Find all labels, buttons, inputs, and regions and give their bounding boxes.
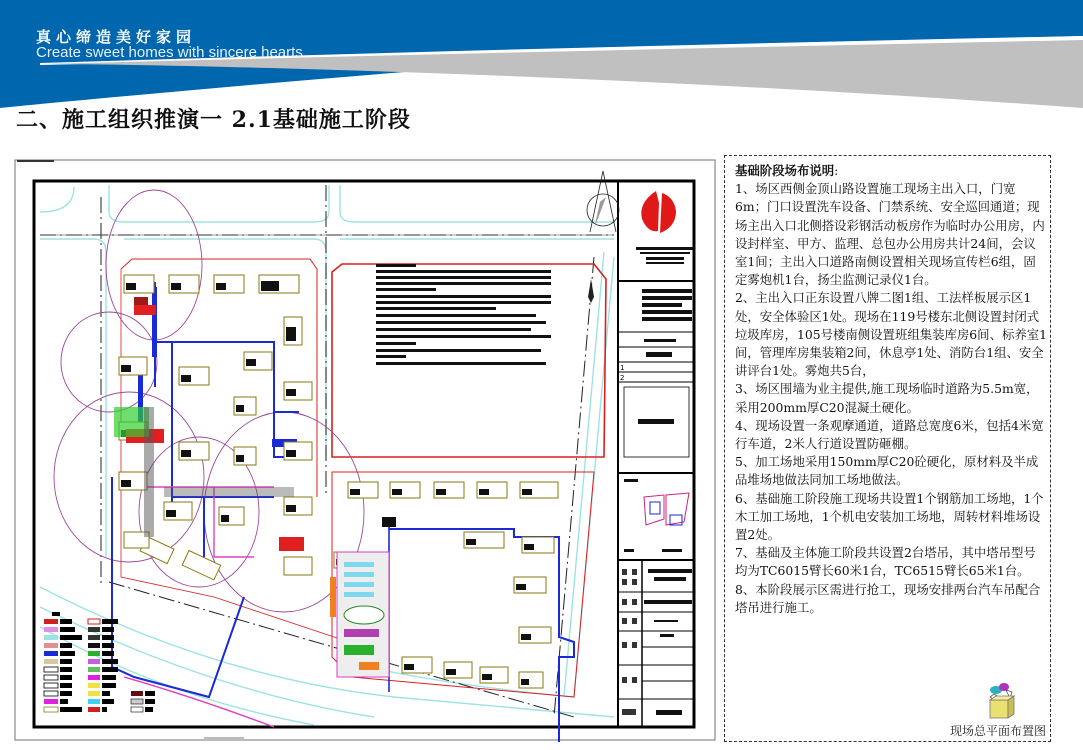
note-item-1: 1、场区西侧金顶山路设置施工现场主出入口，门宽6m；门口设置洗车设备、门禁系统、安全巡回通道；现场主出入口北侧搭设彩钢活动板房作为临时办公用房，内设封样室、甲方、监理、总包办公用房共计24间，会议室1间；主出入口道路南侧设置相关现场宣传栏6组，固定雾炮机1台，扬尘监测记录仪1台。 bbox=[735, 181, 1045, 288]
slogan-english: Create sweet homes with sincere hearts bbox=[36, 44, 303, 61]
note-item-8: 8、本阶段展示区需进行抢工，现场安排两台汽车吊配合塔吊进行施工。 bbox=[735, 581, 1041, 615]
note-item-2: 2、主出入口正东设置八牌二图1组、工法样板展示区1处，安全体验区1处。现场在119号楼东北侧设置封闭式垃圾库房，105号楼南侧设置班组集装库房6间、标养室1间，管理库房集装箱2间，休息亭1处、消防台1组、安全讲评台1处。雾炮共5台， bbox=[735, 290, 1048, 379]
package-icon bbox=[984, 682, 1020, 720]
note-item-6: 6、基础施工阶段施工现场共设置1个钢筋加工场地，1个木工加工场地，1个机电安装加工场地，周转材料堆场设置2处。 bbox=[735, 490, 1044, 543]
slogan-chinese: 真心缔造美好家园 bbox=[36, 28, 197, 46]
attachment-label: 现场总平面布置图 bbox=[950, 724, 1047, 738]
attachment-site-plan[interactable] bbox=[950, 682, 1060, 742]
page-title: 二、施工组织推演一 2.1基础施工阶段 bbox=[16, 107, 411, 133]
note-item-3: 3、场区围墙为业主提供,施工现场临时道路为5.5m宽，采用200mm厚C20混凝土硬化。 bbox=[735, 381, 1039, 415]
svg-text:1: 1 bbox=[620, 364, 625, 372]
note-item-7: 7、基础及主体施工阶段共设置2台塔吊，其中塔吊型号均为TC6015臂长60米1台，TC6515臂长65米1台。 bbox=[735, 545, 1036, 579]
site-layout-drawing[interactable] bbox=[14, 157, 734, 743]
note-item-5: 5、加工场地采用150mm厚C20砼硬化，原材料及半成品堆场地做法同加工场地做法。 bbox=[735, 454, 1039, 488]
notes-panel bbox=[724, 155, 1051, 742]
notes-heading: 基础阶段场布说明 bbox=[735, 163, 835, 178]
note-item-4: 4、现场设置一条观摩通道，道路总宽度6米，包括4米宽行车道，2米人行道设置防砸棚。 bbox=[735, 417, 1044, 452]
svg-text:2: 2 bbox=[620, 374, 625, 382]
notes-heading-colon: : bbox=[834, 163, 839, 178]
